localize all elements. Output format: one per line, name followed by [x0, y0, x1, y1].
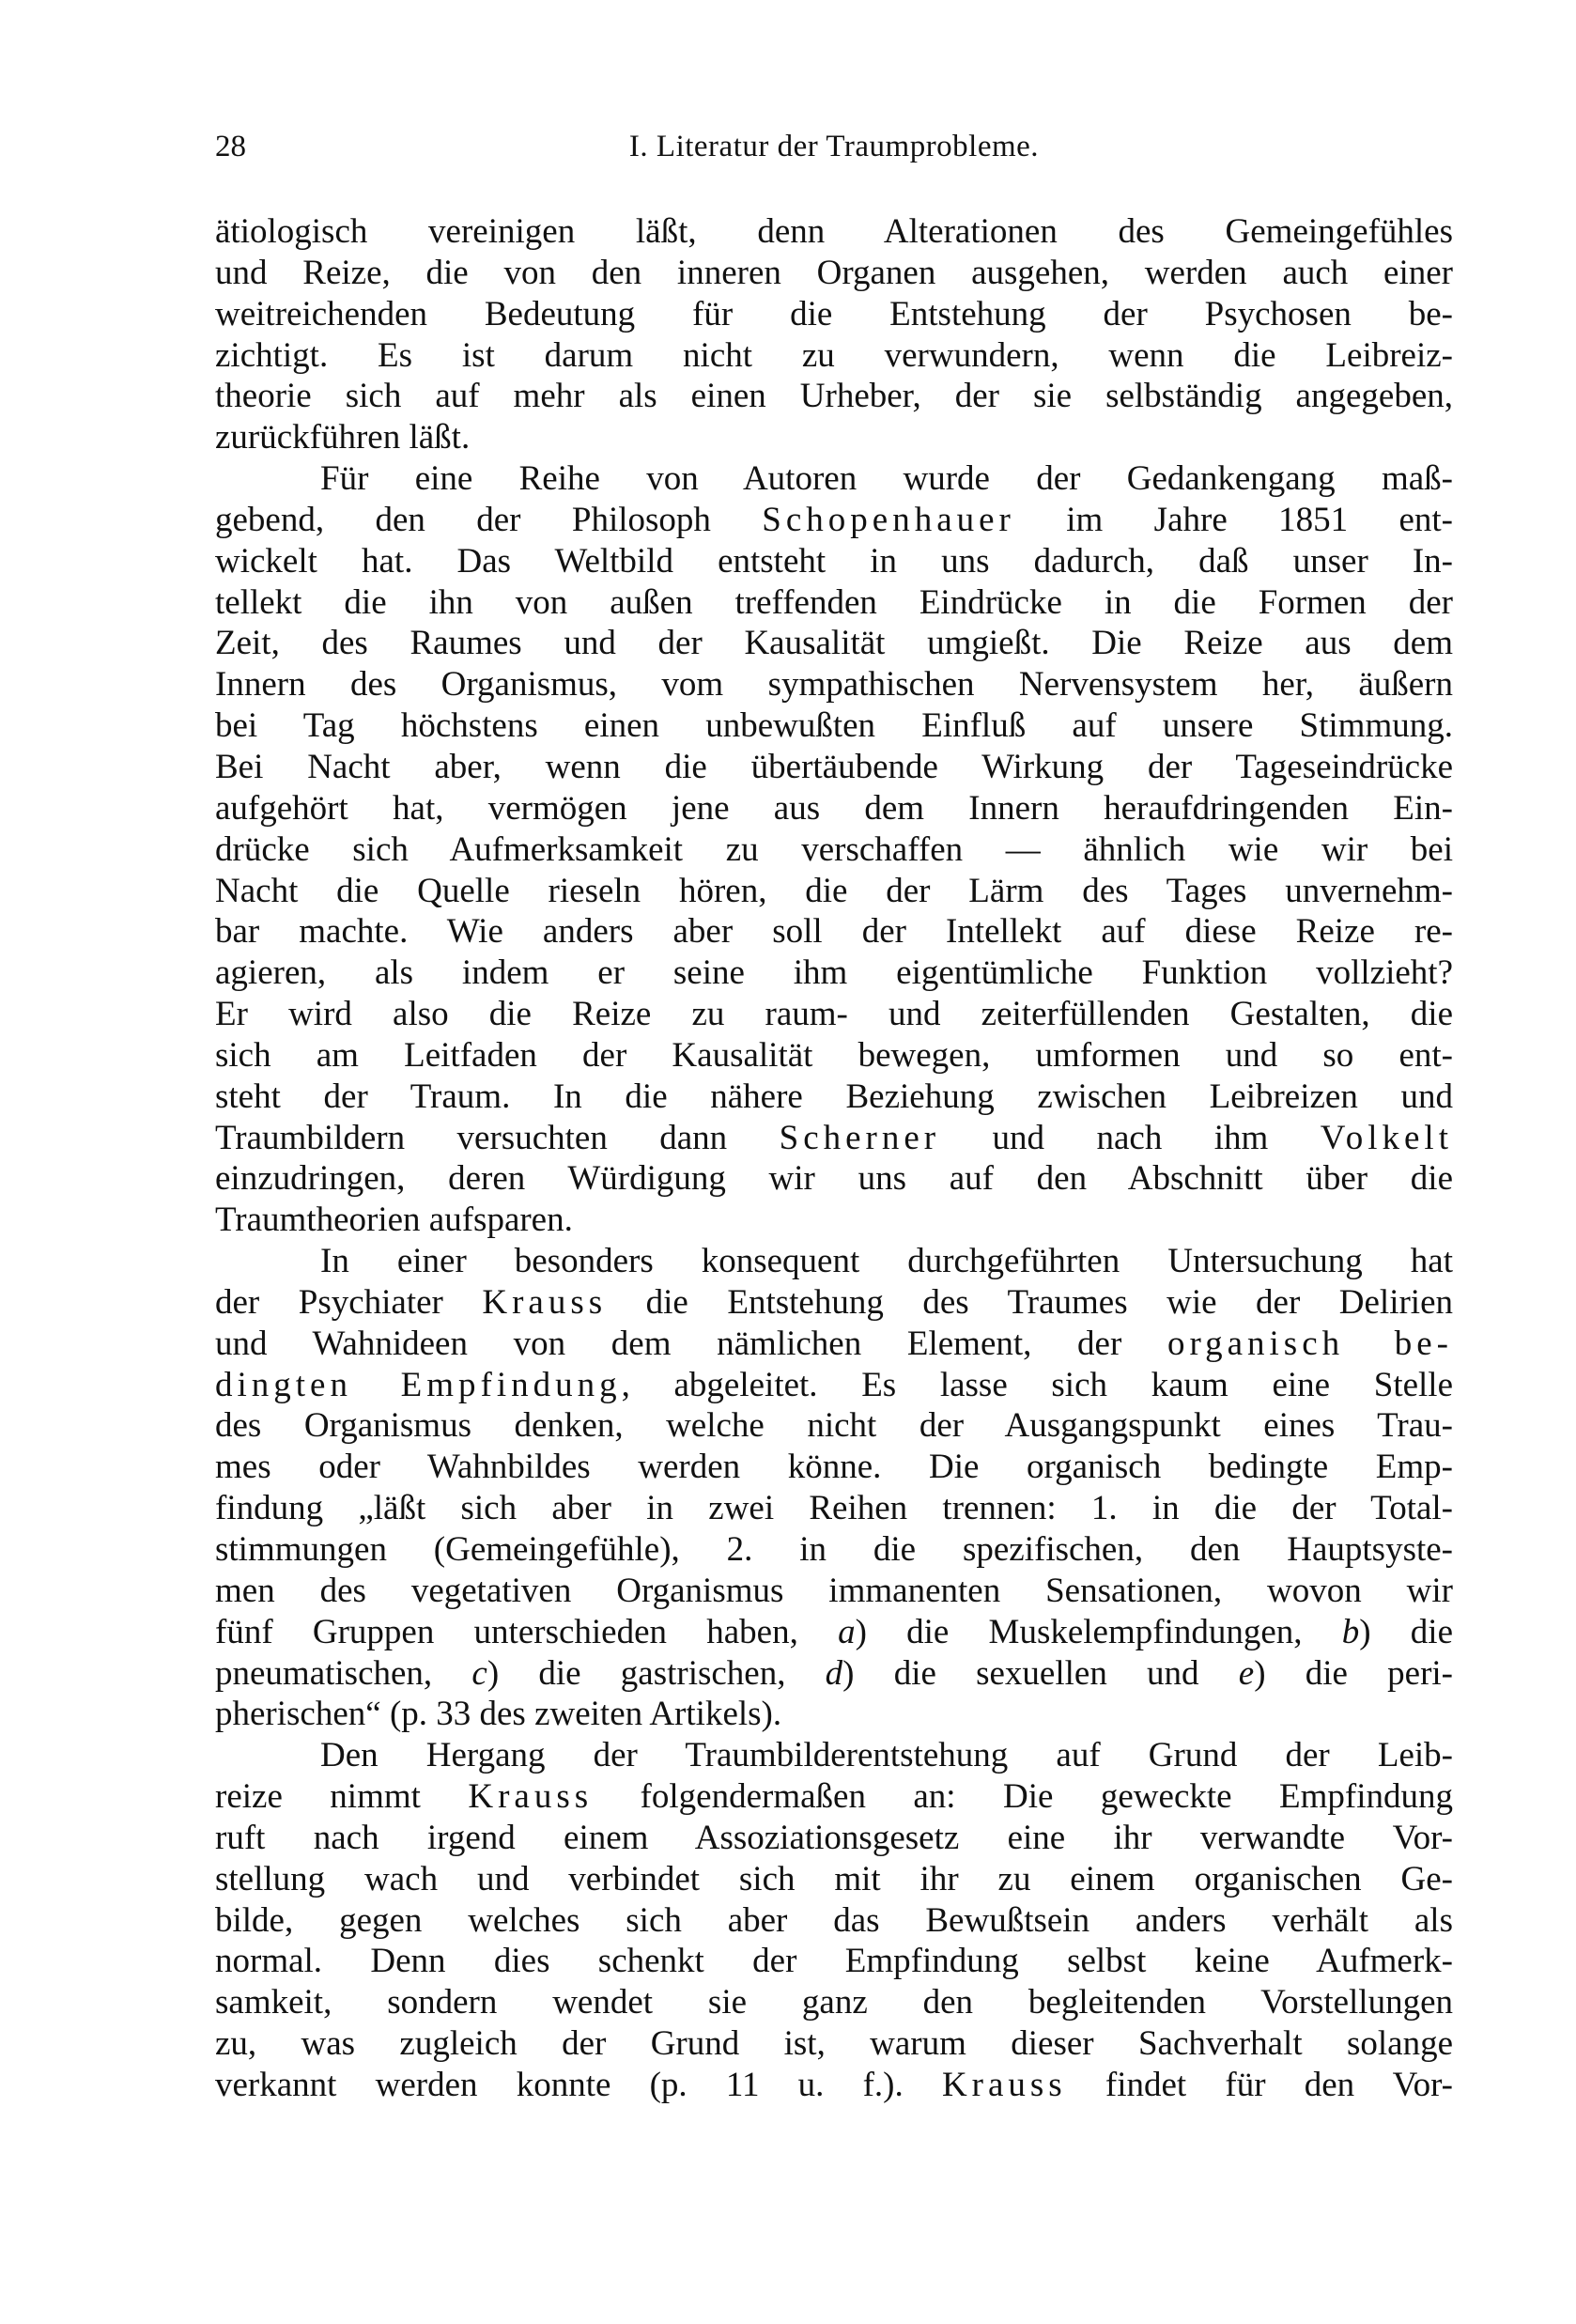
text-line [215, 1324, 1453, 1365]
spaced-emphasis: Krauss [941, 2065, 1067, 2104]
text-line [215, 1735, 1453, 1776]
text-segment: einzudringen, deren Würdigung wir uns auf den Abschnitt über die [215, 1159, 1453, 1199]
text-line [215, 1035, 1453, 1077]
italic-letter: d [825, 1653, 843, 1693]
text-line [215, 788, 1453, 829]
text-line [215, 747, 1453, 788]
text-segment: stellung wach und verbindet sich mit ihr zu einem organischen Ge- [215, 1859, 1453, 1898]
text-segment: tellekt die ihn von außen treffenden Eindrücke in die Formen der [215, 582, 1453, 622]
running-header [215, 130, 1453, 171]
text-line [215, 1694, 1453, 1735]
body-text [215, 211, 1453, 2106]
text-segment: fünf Gruppen unterschieden haben, [215, 1612, 839, 1651]
spaced-emphasis: Schopenhauer [762, 500, 1015, 539]
running-title: I. Literatur der Traumprobleme. [628, 130, 1040, 163]
text-segment: Er wird also die Reize zu raum- und zeiterfüllenden Gestalten, die [215, 995, 1453, 1034]
text-line [215, 1571, 1453, 1612]
text-segment: Den Hergang der Traumbilderentstehung auf Grund der Leib- [320, 1736, 1453, 1775]
text-segment: ) die [1359, 1612, 1453, 1651]
text-segment: Für eine Reihe von Autoren wurde der Gedankengang maß- [320, 459, 1453, 499]
text-line [215, 500, 1453, 541]
spaced-emphasis: Scherner [779, 1118, 941, 1157]
text-segment: die Entstehung des Traumes wie der Delirien [607, 1282, 1453, 1322]
text-line [215, 664, 1453, 705]
text-segment: drücke sich Aufmerksamkeit zu verschaffen — ähnlich wie wir bei [215, 829, 1453, 869]
spaced-emphasis: organisch be- [1167, 1324, 1453, 1363]
text-segment: Nacht die Quelle rieseln hören, die der Lärm des Tages unvernehm- [215, 871, 1453, 910]
text-line [215, 541, 1453, 582]
italic-letter: c [471, 1653, 487, 1693]
text-line [215, 1529, 1453, 1571]
text-segment: findung „läßt sich aber in zwei Reihen trennen: 1. in die der Total- [215, 1489, 1453, 1528]
text-line [215, 1900, 1453, 1942]
text-segment: ruft nach irgend einem Assoziationsgesetz eine ihr verwandte Vor- [215, 1818, 1453, 1857]
text-line [215, 1818, 1453, 1859]
text-line [215, 829, 1453, 871]
text-segment: Traumtheorien aufsparen. [215, 1201, 573, 1240]
text-line [215, 294, 1453, 335]
text-segment: samkeit, sondern wendet sie ganz den begleitenden Vorstellungen [215, 1983, 1453, 2022]
text-line [215, 2023, 1453, 2065]
text-line [215, 1282, 1453, 1324]
text-segment: Traumbildern versuchten dann [215, 1118, 780, 1157]
text-segment: ) die gastrischen, [487, 1653, 826, 1693]
text-segment: zichtigt. Es ist darum nicht zu verwundern, wenn die Leibreiz- [215, 335, 1453, 375]
text-segment: bei Tag höchstens einen unbewußten Einfluß auf unsere Stimmung. [215, 706, 1453, 746]
text-segment: men des vegetativen Organismus immanenten Sensationen, wovon wir [215, 1571, 1453, 1610]
text-line [215, 582, 1453, 624]
text-line [215, 705, 1453, 747]
text-line [215, 1077, 1453, 1118]
text-line [215, 1447, 1453, 1488]
text-segment: ) die Muskelempfindungen, [855, 1612, 1342, 1651]
italic-letter: b [1341, 1612, 1360, 1651]
spaced-emphasis: Krauss [482, 1282, 608, 1322]
page-number: 28 [215, 130, 246, 163]
text-segment: der Psychiater [215, 1282, 483, 1322]
text-segment: weitreichenden Bedeutung für die Entstehung der Psychosen be- [215, 294, 1453, 333]
text-segment: und Wahnideen von dem nämlichen Element, der [215, 1324, 1167, 1363]
text-line [215, 211, 1453, 253]
text-segment: und nach ihm [940, 1118, 1321, 1157]
text-line [215, 871, 1453, 912]
text-line [215, 253, 1453, 294]
text-segment: Bei Nacht aber, wenn die übertäubende Wirkung der Tageseindrücke [215, 747, 1453, 786]
text-line [215, 417, 1453, 458]
text-line [215, 1241, 1453, 1282]
text-segment: steht der Traum. In die nähere Beziehung zwischen Leibreizen und [215, 1077, 1453, 1116]
text-segment: pherischen“ (p. 33 des zweiten Artikels). [215, 1695, 782, 1734]
text-segment: zurückführen läßt. [215, 418, 471, 457]
spaced-emphasis: dingten Empfindung [215, 1365, 622, 1404]
text-segment: gebend, den der Philosoph [215, 500, 763, 539]
text-segment: stimmungen (Gemeingefühle), 2. in die spezifischen, den Hauptsyste- [215, 1530, 1453, 1569]
text-line [215, 1982, 1453, 2023]
spaced-emphasis: Volkelt [1320, 1118, 1453, 1157]
text-line [215, 1612, 1453, 1653]
text-line [215, 1859, 1453, 1900]
text-segment: normal. Denn dies schenkt der Empfindung selbst keine Aufmerk- [215, 1942, 1453, 1981]
italic-letter: a [838, 1612, 856, 1651]
text-segment: bar machte. Wie anders aber soll der Intellekt auf diese Reize re- [215, 912, 1453, 952]
text-segment: , abgeleitet. Es lasse sich kaum eine Stelle [621, 1365, 1453, 1404]
italic-letter: e [1238, 1653, 1255, 1693]
text-line [215, 1405, 1453, 1447]
text-segment: verkannt werden konnte (p. 11 u. f.). [215, 2065, 942, 2104]
text-line [215, 1158, 1453, 1200]
text-segment: findet für den Vor- [1066, 2065, 1453, 2104]
text-line [215, 953, 1453, 994]
text-line [215, 911, 1453, 953]
text-segment: im Jahre 1851 ent- [1014, 500, 1453, 539]
text-line [215, 376, 1453, 417]
text-segment: agieren, als indem er seine ihm eigentümliche Funktion vollzieht? [215, 953, 1453, 993]
text-segment: mes oder Wahnbildes werden könne. Die organisch bedingte Emp- [215, 1448, 1453, 1487]
spaced-emphasis: Krauss [468, 1777, 594, 1817]
text-segment: wickelt hat. Das Weltbild entsteht in uns dadurch, daß unser In- [215, 541, 1453, 581]
text-segment: In einer besonders konsequent durchgeführten Untersuchung hat [320, 1242, 1453, 1281]
text-segment: reize nimmt [215, 1777, 469, 1817]
text-line [215, 1776, 1453, 1818]
text-line [215, 1653, 1453, 1695]
text-segment: zu, was zugleich der Grund ist, warum dieser Sachverhalt solange [215, 2024, 1453, 2064]
text-segment: Innern des Organismus, vom sympathischen Nervensystem her, äußern [215, 665, 1453, 705]
text-segment: Zeit, des Raumes und der Kausalität umgießt. Die Reize aus dem [215, 624, 1453, 663]
text-line [215, 458, 1453, 500]
text-line [215, 2065, 1453, 2106]
text-segment: pneumatischen, [215, 1653, 472, 1693]
text-line [215, 335, 1453, 377]
text-segment: und Reize, die von den inneren Organen ausgehen, werden auch einer [215, 253, 1453, 292]
text-line [215, 1941, 1453, 1982]
text-segment: theorie sich auf mehr als einen Urheber, der sie selbständig angegeben, [215, 377, 1453, 416]
text-segment: ) die peri- [1254, 1653, 1453, 1693]
text-line [215, 623, 1453, 664]
text-line [215, 1200, 1453, 1241]
text-line [215, 1118, 1453, 1159]
text-segment: sich am Leitfaden der Kausalität bewegen, umformen und so ent- [215, 1035, 1453, 1075]
text-segment: ) die sexuellen und [842, 1653, 1239, 1693]
text-line [215, 994, 1453, 1035]
text-line [215, 1365, 1453, 1406]
text-segment: ätiologisch vereinigen läßt, denn Alterationen des Gemeingefühles [215, 212, 1453, 251]
text-segment: des Organismus denken, welche nicht der Ausgangspunkt eines Trau- [215, 1406, 1453, 1446]
text-segment: aufgehört hat, vermögen jene aus dem Innern heraufdringenden Ein- [215, 788, 1453, 828]
text-segment: folgendermaßen an: Die geweckte Empfindung [593, 1777, 1453, 1817]
text-segment: bilde, gegen welches sich aber das Bewußtsein anders verhält als [215, 1900, 1453, 1940]
text-line [215, 1488, 1453, 1529]
